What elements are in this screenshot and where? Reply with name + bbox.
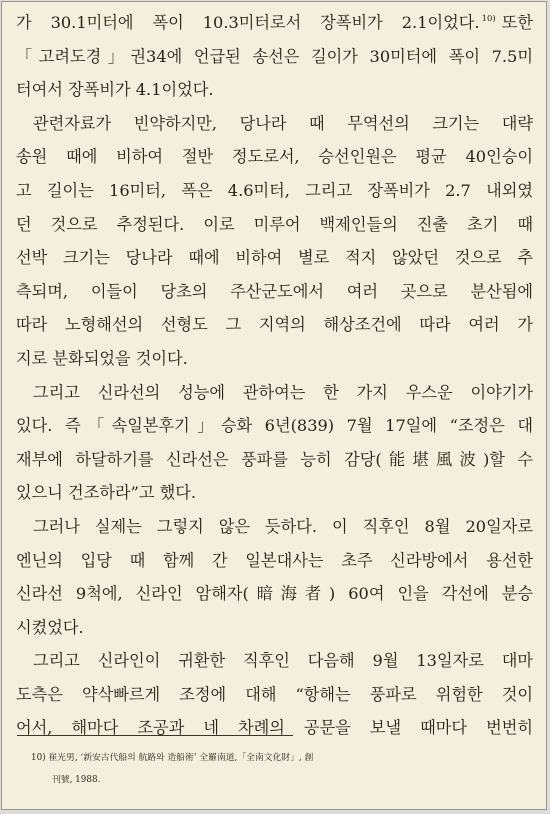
text-line — [16, 174, 533, 208]
footnote-reference: 10) — [481, 14, 496, 24]
footnote — [31, 747, 531, 791]
text-line — [16, 140, 533, 174]
text-line — [16, 678, 533, 712]
text-line — [16, 308, 533, 342]
text-line-content: 지로 분화되었을 것이다. — [16, 348, 188, 368]
text-line — [16, 611, 533, 645]
text-line-content: 관련자료가 빈약하지만, 당나라 때 무역선의 크기는 대략 — [33, 113, 533, 133]
text-line-content: 신라선 9척에, 신라인 암해자(暗海者) 60여 인을 각선에 분승 — [16, 584, 533, 604]
footnote-line — [31, 747, 531, 769]
text-line-content: 엔닌의 입당 때 함께 간 일본대사는 초주 신라방에서 용선한 — [16, 550, 533, 570]
text-line-content: 있으니 건조하라”고 했다. — [16, 483, 197, 503]
text-line — [16, 342, 533, 376]
text-line-content: 가 30.1미터에 폭이 10.3미터로서 장폭비가 2.1이었다. — [16, 13, 480, 32]
text-line — [16, 40, 533, 74]
book-page — [1, 1, 547, 810]
text-line-content: 송원 때에 비하여 절반 정도로서, 승선인원은 평균 40인승이 — [16, 147, 533, 167]
text-line — [16, 644, 533, 678]
text-line-content: 고 길이는 16미터, 폭은 4.6미터, 그리고 장폭비가 2.7 내외였 — [16, 180, 533, 200]
text-line-content: 어서, 해마다 조공과 네 차례의 공문을 보낼 때마다 번번히 — [16, 718, 533, 738]
text-line — [16, 107, 533, 141]
text-line — [16, 6, 533, 40]
text-line-content: 그리고 신라선의 성능에 관하여는 한 가지 우스운 이야기가 — [33, 382, 533, 402]
text-line — [16, 443, 533, 477]
text-line-content: 선박 크기는 당나라 때에 비하여 별로 적지 않았던 것으로 추 — [16, 248, 533, 268]
text-line-content: 「고려도경」권34에 언급된 송선은 길이가 30미터에 폭이 7.5미 — [16, 46, 533, 66]
text-line — [16, 73, 533, 107]
text-line-content: 터여서 장폭비가 4.1이었다. — [16, 80, 214, 100]
text-line — [16, 510, 533, 544]
text-line-content: 시켰었다. — [16, 617, 84, 637]
text-line-content: 따라 노형해선의 선형도 그 지역의 해상조건에 따라 여러 가 — [16, 315, 533, 335]
text-line — [16, 208, 533, 242]
footnote-number: 10) — [31, 753, 46, 763]
footnote-line-continued: 刊號, 1988. — [52, 775, 101, 785]
footnote-separator — [17, 735, 293, 736]
text-line-content: 있다. 즉「속일본후기」승화 6년(839) 7월 17일에 “조정은 대 — [16, 416, 533, 436]
text-line — [16, 376, 533, 410]
text-line — [16, 711, 533, 745]
footnote-citation: 崔光男, ‘新安古代船의 航路와 造船術’ 全羅南道,「全南文化財」, 創 — [48, 753, 314, 763]
text-line — [16, 544, 533, 578]
text-line-content: 던 것으로 추정된다. 이로 미루어 백제인들의 진출 초기 때 — [16, 214, 533, 234]
text-line-content: 그러나 실제는 그렇지 않은 듯하다. 이 직후인 8월 20일자로 — [33, 516, 533, 536]
body-text — [16, 6, 533, 745]
text-line-continuation: 또한 — [501, 13, 533, 32]
text-line — [16, 275, 533, 309]
text-line-content: 그리고 신라인이 귀환한 직후인 다음해 9월 13일자로 대마 — [33, 651, 533, 671]
text-line — [16, 409, 533, 443]
text-line — [16, 241, 533, 275]
text-line-content: 측되며, 이들이 당초의 주산군도에서 여러 곳으로 분산됨에 — [16, 281, 533, 301]
text-line — [16, 577, 533, 611]
text-line-content: 재부에 하달하기를 신라선은 풍파를 능히 감당(能堪風波)할 수 — [16, 449, 533, 469]
text-line — [16, 476, 533, 510]
text-line-content: 도측은 약삭빠르게 조정에 대해 “항해는 풍파로 위험한 것이 — [16, 684, 533, 704]
